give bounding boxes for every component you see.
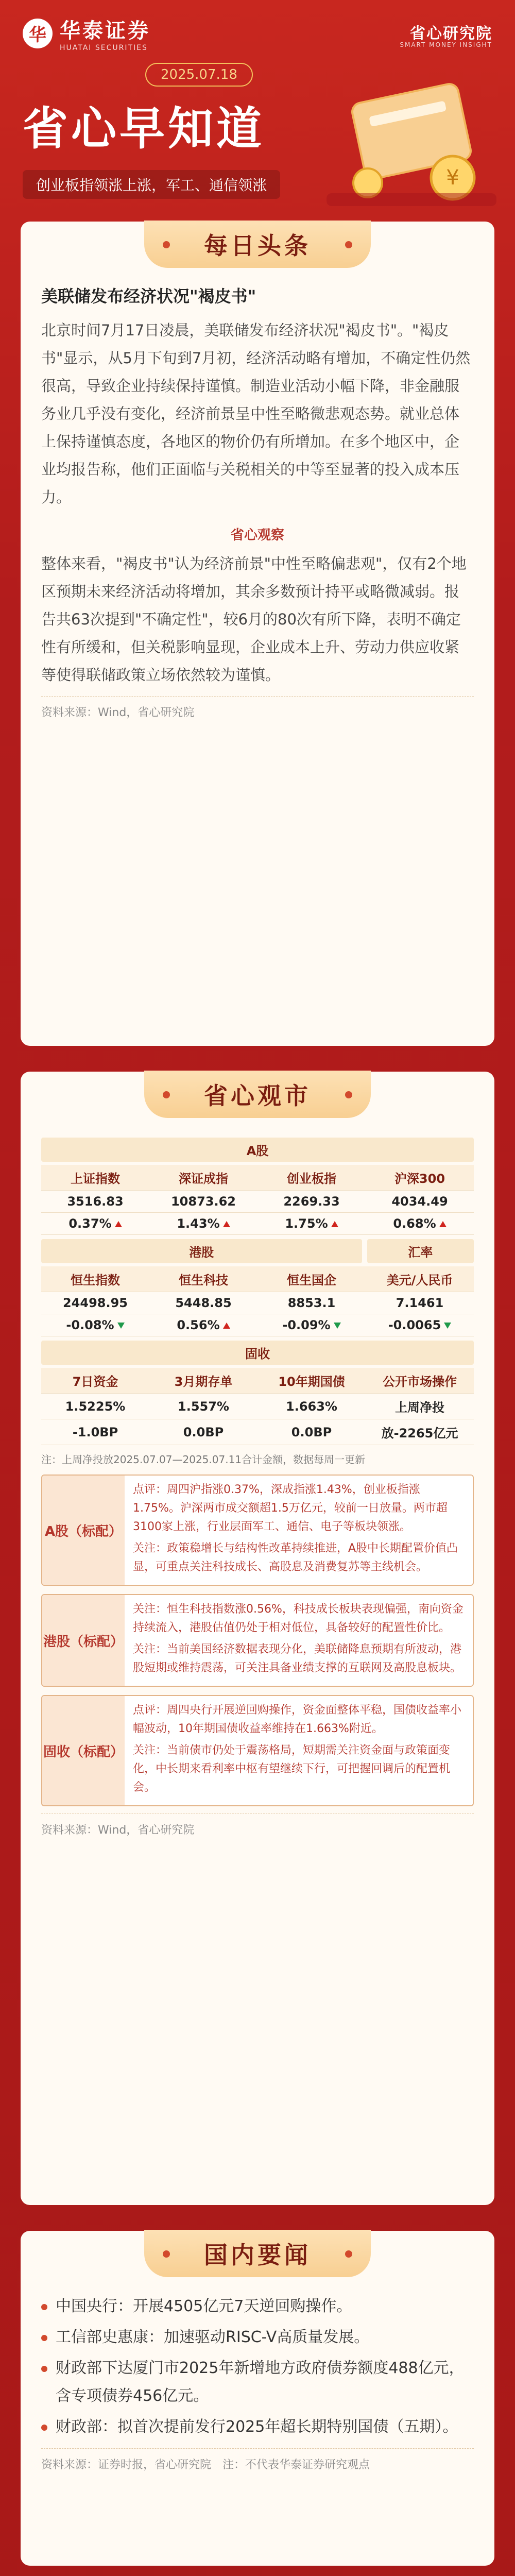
fx-band: 汇率 [367,1239,474,1263]
bond-table [41,1368,474,1445]
domestic-title: 国内要闻 [144,2230,371,2277]
up-arrow-icon [223,1221,230,1227]
bond-label: 7日资金 [41,1368,149,1394]
bond-value: 1.557% [149,1394,258,1419]
a-share-table [41,1165,474,1235]
header [0,0,515,216]
view-label: 固收（标配） [42,1696,125,1805]
daily-subtitle: 省心观察 [230,528,284,543]
domestic-item: 财政部：拟首次提前发行2025年超长期特别国债（五期）。 [41,2413,474,2441]
bond-value: 上周净投 [366,1394,474,1419]
domestic-item: 工信部史惠康：加速驱动RISC-V高质量发展。 [41,2324,474,2351]
bond-change: -1.0BP [41,1419,149,1445]
view-text: 关注：当前债市仍处于震荡格局，短期需关注资金面与政策面变化，中长期来看利率中枢有望继续下行，可把握回调后的配置机会。 [133,1744,451,1794]
market-card [21,1072,494,2205]
hk-value: 7.1461 [366,1292,474,1314]
daily-card [21,222,494,1046]
hk-label: 恒生指数 [41,1266,149,1292]
a-value: 2269.33 [258,1191,366,1213]
daily-para-1: 北京时间7月17日凌晨，美联储发布经济状况"褐皮书"。"褐皮书"显示，从5月下旬到7月初，经济活动略有增加，不确定性仍然很高，导致企业持续保持谨慎。制造业活动小幅下降，非金融服务业几乎没有变化，经济前景呈中性至略微悲观态势。就业总体上保持谨慎态度，各地区的物价仍有所增加。在多个地区中，企业均报告称，他们正面临与关税相关的中等至显著的投入成本压力。 [41,321,471,506]
a-label: 深证成指 [149,1165,258,1191]
a-share-band: A股 [41,1138,474,1162]
hk-change: -0.09% [258,1314,366,1336]
market-title: 省心观市 [144,1071,371,1118]
daily-title: 每日头条 [144,221,371,268]
domestic-item: 中国央行：开展4505亿元7天逆回购操作。 [41,2293,474,2320]
view-label: A股（标配） [42,1476,125,1585]
down-arrow-icon [117,1323,125,1329]
view-text: 点评：周四央行开展逆回购操作，资金面整体平稳，国债收益率小幅波动，10年期国债收益率维持在1.663%附近。 [133,1704,462,1735]
hk-value: 24498.95 [41,1292,149,1314]
a-label: 上证指数 [41,1165,149,1191]
a-value: 4034.49 [366,1191,474,1213]
market-note: 注：上周净投放2025.07.07—2025.07.11合计金额，数据每周一更新 [41,1453,366,1466]
daily-source: 资料来源：Wind，省心研究院 [41,696,474,720]
bond-change: 0.0BP [258,1419,366,1445]
svg-text:¥: ¥ [446,166,459,190]
bond-changes [41,1419,474,1445]
bond-band: 固收 [41,1341,474,1365]
domestic-card [21,2231,494,2566]
page-title: 省心早知道 [23,102,265,155]
a-share-changes [41,1213,474,1235]
hk-label: 恒生科技 [149,1266,258,1292]
view-a-share [41,1475,474,1586]
a-share-values [41,1191,474,1213]
hk-band: 港股 [41,1239,362,1263]
view-bond [41,1695,474,1806]
huatai-logo-icon: 华 [23,19,53,48]
hk-label: 美元/人民币 [366,1266,474,1292]
tagline: 创业板指领涨上涨，军工、通信领涨 [23,170,280,199]
domestic-source: 资料来源：证券时报，省心研究院 注：不代表华泰证券研究观点 [41,2448,474,2472]
down-arrow-icon [334,1323,341,1329]
a-value: 10873.62 [149,1191,258,1213]
hk-value: 8853.1 [258,1292,366,1314]
brand-sub: SMART MONEY INSIGHT [400,41,492,48]
bond-label: 10年期国债 [258,1368,366,1394]
a-value: 3516.83 [41,1191,149,1213]
bond-label: 公开市场操作 [366,1368,474,1394]
a-change: 1.75% [258,1213,366,1235]
hk-values [41,1292,474,1314]
a-change: 0.37% [41,1213,149,1235]
domestic-item: 财政部下达厦门市2025年新增地方政府债券额度488亿元，含专项债券456亿元。 [41,2354,474,2410]
view-hk [41,1594,474,1687]
up-arrow-icon [439,1221,447,1227]
up-arrow-icon [115,1221,122,1227]
a-change: 1.43% [149,1213,258,1235]
a-change: 0.68% [366,1213,474,1235]
hk-value: 5448.85 [149,1292,258,1314]
bond-label: 3月期存单 [149,1368,258,1394]
logo-en-text: HUATAI SECURITIES [60,44,148,52]
daily-para-2: 整体来看，"褐皮书"认为经济前景"中性至略偏悲观"，仅有2个地区预期未来经济活动将增加，其余多数预计持平或略微减弱。报告共63次提到"不确定性"，较6月的80次有所下降，表明不确定性有所缓和，但关税影响显现，企业成本上升、劳动力供应收紧等使得联储政策立场依然较为谨慎。 [41,555,467,684]
hk-labels [41,1266,474,1292]
issue-date: 2025.07.18 [145,63,253,87]
hk-changes [41,1314,474,1336]
bond-value: 1.663% [258,1394,366,1419]
brand-name: 省心研究院 [410,25,492,43]
a-share-labels [41,1165,474,1191]
daily-headline: 美联储发布经济状况"褐皮书" [41,286,256,306]
up-arrow-icon [223,1323,230,1329]
money-illustration-icon [327,77,496,206]
market-source: 资料来源：Wind，省心研究院 [41,1814,474,1837]
view-text: 关注：政策稳增长与结构性改革持续推进，A股中长期配置价值凸显，可重点关注科技成长、高股息及消费复苏等主线机会。 [133,1542,458,1573]
view-text: 关注：当前美国经济数据表现分化，美联储降息预期有所波动，港股短期或维持震荡，可关注具备业绩支撑的互联网及高股息板块。 [133,1643,462,1674]
hk-label: 恒生国企 [258,1266,366,1292]
view-text: 点评：周四沪指涨0.37%，深成指涨1.43%，创业板指涨1.75%。沪深两市成交额超1.5万亿元，较前一日放量。两市超3100家上涨，行业层面军工、通信、电子等板块领涨。 [133,1483,448,1533]
view-label: 港股（标配） [42,1595,125,1686]
bond-value: 1.5225% [41,1394,149,1419]
logo-text: 华泰证券 [60,19,150,43]
bond-labels [41,1368,474,1394]
bond-values [41,1394,474,1419]
bond-change: 0.0BP [149,1419,258,1445]
hk-change: 0.56% [149,1314,258,1336]
down-arrow-icon [444,1323,451,1329]
a-label: 创业板指 [258,1165,366,1191]
up-arrow-icon [331,1221,338,1227]
hk-table [41,1266,474,1336]
hk-change: -0.08% [41,1314,149,1336]
bond-change: 放-2265亿元 [366,1419,474,1445]
hk-change: -0.0065 [366,1314,474,1336]
a-label: 沪深300 [366,1165,474,1191]
view-text: 关注：恒生科技指数涨0.56%，科技成长板块表现偏强，南向资金持续流入，港股估值仍处于相对低位，具备较好的配置性价比。 [133,1603,464,1634]
